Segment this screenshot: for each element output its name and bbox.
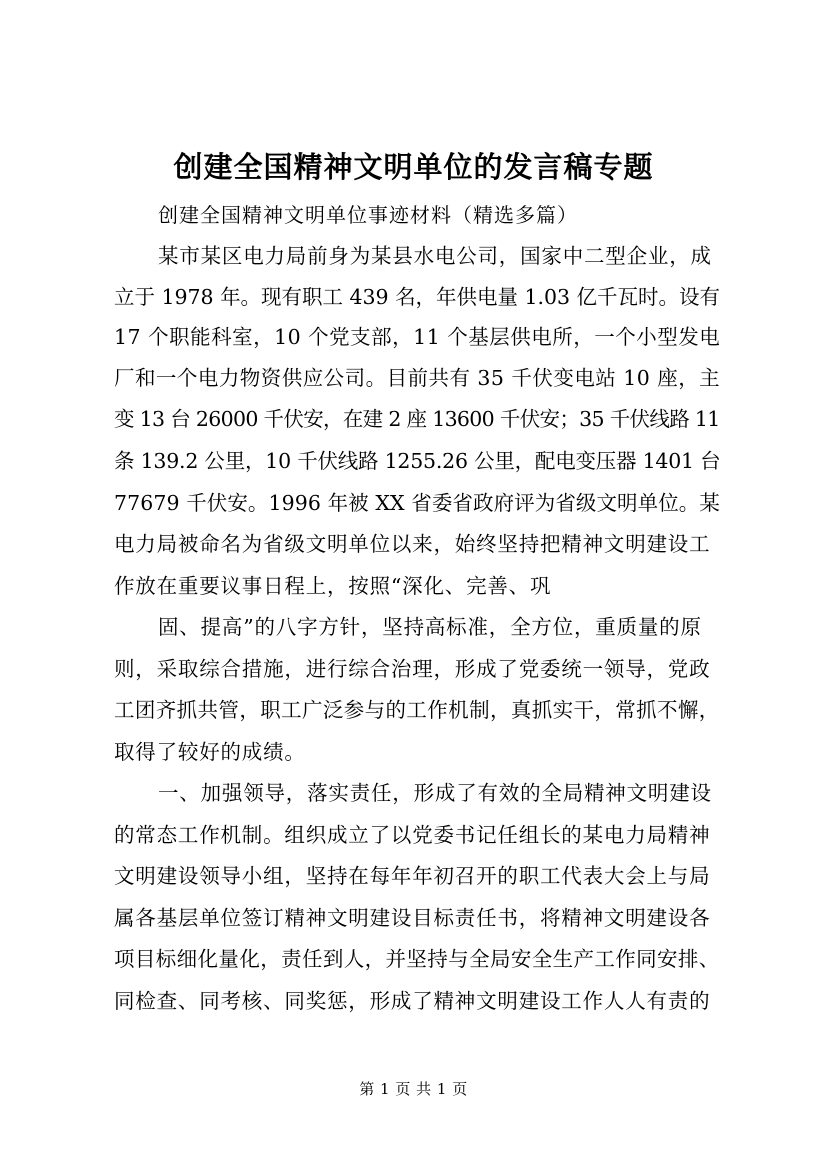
paragraph-line: 厂和一个电力物资供应公司。目前共有 35 千伏变电站 10 座，主 [114,366,721,390]
paragraph-line: 文明建设领导小组，坚持在每年年初召开的职工代表大会上与局 [114,864,711,888]
document-subtitle: 创建全国精神文明单位事迹材料（精选多篇） [158,203,578,227]
document-title: 创建全国精神文明单位的发言稿专题 [173,150,654,184]
paragraph-line: 工团齐抓共管，职工广泛参与的工作机制，真抓实干，常抓不懈， [114,698,720,722]
paragraph-line: 77679 千伏安。1996 年被 XX 省委省政府评为省级文明单位。某 [114,491,720,515]
paragraph-line: 同检查、同考核、同奖惩，形成了精神文明建设工作人人有责的 [114,989,711,1013]
paragraph-line: 17 个职能科室，10 个党支部，11 个基层供电所，一个小型发电 [114,325,721,349]
paragraph-line: 一、加强领导，落实责任，形成了有效的全局精神文明建设 [158,781,712,805]
paragraph-line: 则，采取综合措施，进行综合治理，形成了党委统一领导，党政 [114,657,711,681]
paragraph-line: 电力局被命名为省级文明单位以来，始终坚持把精神文明建设工 [114,532,711,556]
paragraph-line: 取得了较好的成绩。 [114,740,306,764]
page-footer: 第 1 页 共 1 页 [359,1080,468,1098]
paragraph-line: 某市某区电力局前身为某县水电公司，国家中二型企业，成 [158,244,712,268]
paragraph-line: 作放在重要议事日程上，按照“深化、完善、巩 [114,574,552,598]
paragraph-line: 变 13 台 26000 千伏安，在建 2 座 13600 千伏安；35 千伏线路 11 [114,407,720,431]
paragraph-line: 项目标细化量化，责任到人，并坚持与全局安全生产工作同安排、 [114,947,720,971]
paragraph-line: 的常态工作机制。组织成立了以党委书记任组长的某电力局精神 [114,823,711,847]
paragraph-line: 立于 1978 年。现有职工 439 名，年供电量 1.03 亿千瓦时。设有 [114,285,720,309]
paragraph-line: 属各基层单位签订精神文明建设目标责任书，将精神文明建设各 [114,906,711,930]
paragraph-line: 条 139.2 公里，10 千伏线路 1255.26 公里，配电变压器 1401 台 [114,449,721,473]
paragraph-line: 固、提高”的八字方针，坚持高标准，全方位，重质量的原 [158,615,702,639]
